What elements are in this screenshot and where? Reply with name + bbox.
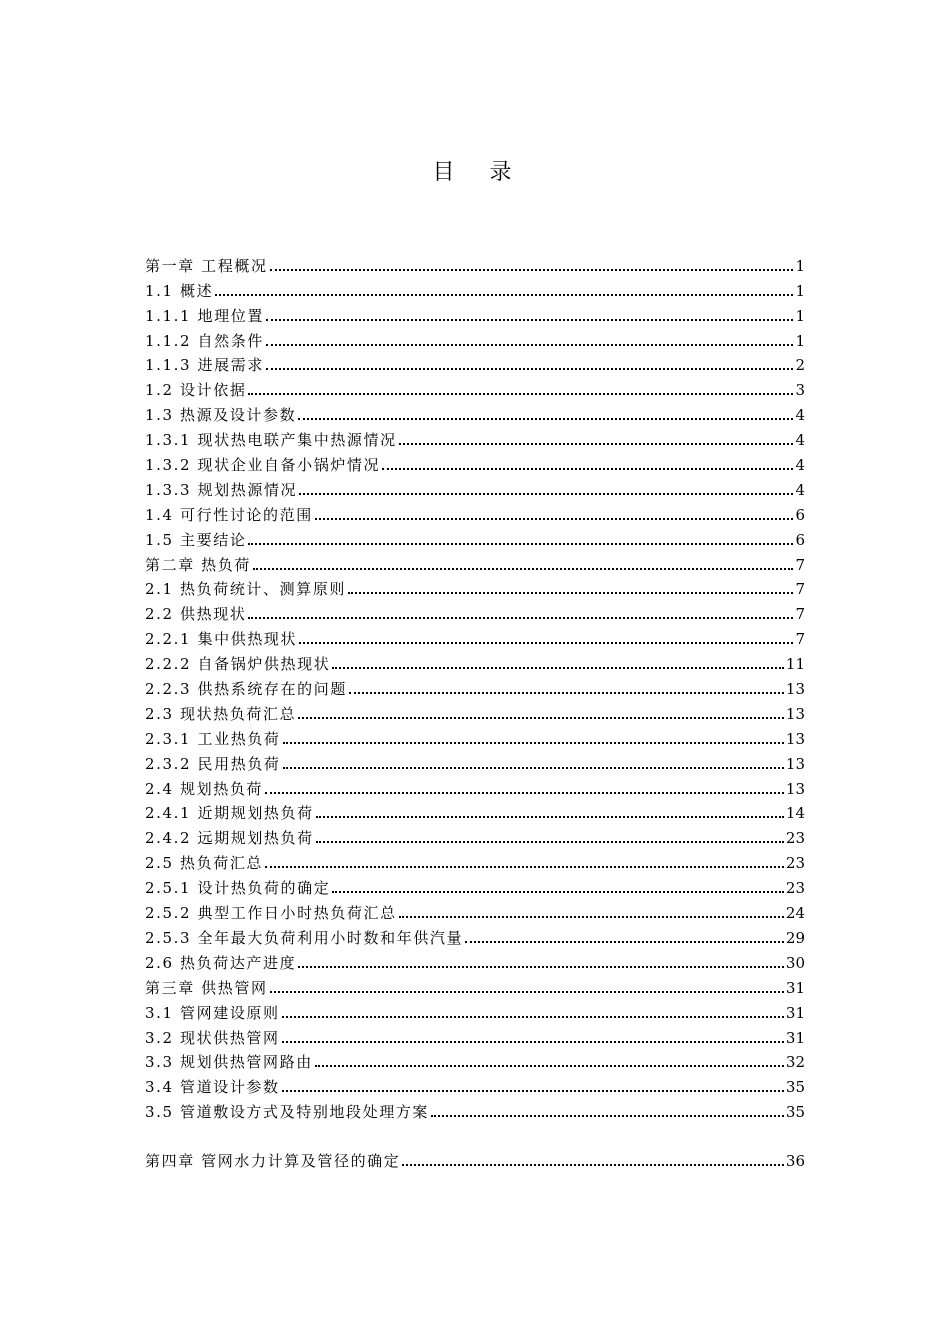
toc-entry-label: 2.6 热负荷达产进度 [145, 953, 297, 972]
toc-entry[interactable] [145, 301, 805, 326]
toc-entry[interactable] [145, 873, 805, 898]
toc-entry[interactable] [145, 326, 805, 351]
toc-entry-page: 7 [795, 630, 805, 649]
toc-entry-page: 7 [795, 580, 805, 599]
toc-entry-page: 4 [795, 431, 805, 450]
toc-leader [316, 816, 784, 818]
toc-entry-label: 1.1.3 进展需求 [145, 356, 264, 375]
toc-entry[interactable] [145, 1023, 805, 1048]
toc-entry[interactable] [145, 749, 805, 774]
toc-leader [349, 692, 784, 694]
toc-leader [266, 344, 794, 346]
toc-entry-label: 第二章 热负荷 [145, 555, 251, 574]
toc-entry-page: 24 [785, 904, 805, 923]
toc-entry-label: 2.5 热负荷汇总 [145, 854, 264, 873]
toc-leader [265, 866, 784, 868]
toc-entry-label: 2.2 供热现状 [145, 605, 247, 624]
toc-entry-label: 2.4 规划热负荷 [145, 779, 264, 798]
toc-entry-label: 2.3.2 民用热负荷 [145, 754, 281, 773]
toc-entry-page: 13 [785, 680, 805, 699]
toc-entry-page: 1 [795, 306, 805, 325]
toc-entry[interactable] [145, 375, 805, 400]
toc-entry-page: 31 [785, 1003, 805, 1022]
toc-leader [431, 1115, 784, 1117]
toc-entry[interactable] [145, 550, 805, 575]
toc-entry[interactable] [145, 674, 805, 699]
toc-entry-page: 31 [785, 1028, 805, 1047]
toc-list [145, 251, 805, 1171]
toc-entry-label: 第四章 管网水力计算及管径的确定 [145, 1152, 401, 1171]
toc-entry-label: 1.2 设计依据 [145, 381, 247, 400]
toc-entry-page: 6 [795, 530, 805, 549]
toc-entry[interactable] [145, 923, 805, 948]
toc-leader [299, 642, 793, 644]
toc-entry[interactable] [145, 823, 805, 848]
toc-entry-page: 1 [795, 331, 805, 350]
toc-entry-label: 2.4.2 远期规划热负荷 [145, 829, 314, 848]
toc-entry[interactable] [145, 624, 805, 649]
toc-entry-label: 1.1.1 地理位置 [145, 306, 264, 325]
toc-leader [298, 418, 793, 420]
toc-entry[interactable] [145, 525, 805, 550]
toc-leader [465, 941, 784, 943]
toc-entry-label: 第三章 供热管网 [145, 978, 268, 997]
toc-leader [399, 443, 794, 445]
toc-leader [266, 319, 794, 321]
toc-entry[interactable] [145, 276, 805, 301]
toc-entry[interactable] [145, 1146, 805, 1171]
toc-leader [402, 1164, 784, 1166]
toc-entry[interactable] [145, 475, 805, 500]
toc-entry-label: 1.1 概述 [145, 281, 214, 300]
toc-leader [298, 717, 784, 719]
toc-leader [315, 518, 794, 520]
toc-entry[interactable] [145, 848, 805, 873]
toc-entry[interactable] [145, 973, 805, 998]
toc-entry[interactable] [145, 699, 805, 724]
toc-entry-page: 23 [785, 829, 805, 848]
toc-entry-page: 13 [785, 704, 805, 723]
toc-entry[interactable] [145, 351, 805, 376]
toc-leader [248, 543, 793, 545]
toc-entry-label: 1.3.1 现状热电联产集中热源情况 [145, 431, 397, 450]
toc-leader [282, 1016, 784, 1018]
toc-entry-page: 7 [795, 555, 805, 574]
toc-entry[interactable] [145, 948, 805, 973]
toc-entry-label: 2.2.2 自备锅炉供热现状 [145, 655, 331, 674]
toc-entry-label: 1.3 热源及设计参数 [145, 406, 297, 425]
toc-leader [283, 767, 784, 769]
toc-title: 目 录 [432, 160, 526, 185]
toc-leader [253, 568, 793, 570]
toc-leader [283, 742, 784, 744]
toc-entry-label: 2.5.1 设计热负荷的确定 [145, 879, 331, 898]
toc-entry-label: 1.3.2 现状企业自备小锅炉情况 [145, 456, 381, 475]
toc-entry-page: 23 [785, 879, 805, 898]
toc-leader [282, 1090, 784, 1092]
toc-entry-page: 4 [795, 456, 805, 475]
toc-entry-page: 14 [785, 804, 805, 823]
toc-entry-page: 4 [795, 480, 805, 499]
toc-entry[interactable] [145, 400, 805, 425]
toc-entry[interactable] [145, 799, 805, 824]
toc-entry-label: 1.3.3 规划热源情况 [145, 480, 298, 499]
toc-entry[interactable] [145, 575, 805, 600]
toc-entry-label: 1.4 可行性讨论的范围 [145, 505, 313, 524]
toc-entry[interactable] [145, 1048, 805, 1073]
toc-leader [270, 991, 784, 993]
toc-leader [382, 468, 793, 470]
toc-leader [348, 592, 793, 594]
toc-entry-page: 1 [795, 256, 805, 275]
toc-entry-label: 第一章 工程概况 [145, 256, 268, 275]
toc-entry-page: 2 [795, 356, 805, 375]
toc-leader [299, 493, 793, 495]
toc-entry-page: 32 [785, 1053, 805, 1072]
toc-entry-page: 4 [795, 406, 805, 425]
toc-entry-label: 2.3 现状热负荷汇总 [145, 704, 297, 723]
toc-leader [248, 393, 793, 395]
toc-entry[interactable] [145, 425, 805, 450]
toc-entry-page: 11 [785, 655, 805, 674]
toc-entry-page: 36 [785, 1152, 805, 1171]
toc-entry-label: 2.5.3 全年最大负荷利用小时数和年供汽量 [145, 928, 464, 947]
toc-entry-label: 2.5.2 典型工作日小时热负荷汇总 [145, 904, 397, 923]
toc-entry-label: 2.4.1 近期规划热负荷 [145, 804, 314, 823]
toc-entry[interactable] [145, 898, 805, 923]
toc-entry-page: 13 [785, 779, 805, 798]
toc-leader [298, 966, 784, 968]
toc-entry-label: 3.1 管网建设原则 [145, 1003, 280, 1022]
toc-entry-label: 3.2 现状供热管网 [145, 1028, 280, 1047]
toc-entry-label: 2.2.3 供热系统存在的问题 [145, 680, 347, 699]
toc-entry-page: 7 [795, 605, 805, 624]
toc-leader [316, 841, 784, 843]
toc-entry-page: 3 [795, 381, 805, 400]
toc-entry[interactable] [145, 774, 805, 799]
toc-leader [282, 1041, 784, 1043]
toc-entry[interactable] [145, 649, 805, 674]
toc-entry-page: 23 [785, 854, 805, 873]
toc-entry[interactable] [145, 724, 805, 749]
toc-entry-label: 1.5 主要结论 [145, 530, 247, 549]
toc-entry[interactable] [145, 251, 805, 276]
toc-entry-label: 2.1 热负荷统计、测算原则 [145, 580, 347, 599]
toc-leader [265, 792, 784, 794]
toc-entry[interactable] [145, 998, 805, 1023]
toc-entry-label: 3.4 管道设计参数 [145, 1078, 280, 1097]
toc-entry-label: 2.2.1 集中供热现状 [145, 630, 298, 649]
toc-entry-page: 30 [785, 953, 805, 972]
toc-entry-label: 3.5 管道敷设方式及特别地段处理方案 [145, 1103, 430, 1122]
toc-entry[interactable] [145, 1072, 805, 1097]
toc-entry-page: 29 [785, 928, 805, 947]
toc-leader [270, 269, 794, 271]
toc-leader [399, 916, 784, 918]
toc-entry[interactable] [145, 1097, 805, 1122]
toc-entry[interactable] [145, 500, 805, 525]
toc-entry-page: 31 [785, 978, 805, 997]
toc-entry-page: 1 [795, 281, 805, 300]
toc-leader [332, 891, 784, 893]
toc-leader [248, 617, 793, 619]
toc-entry-page: 35 [785, 1103, 805, 1122]
toc-entry-label: 2.3.1 工业热负荷 [145, 729, 281, 748]
toc-entry[interactable] [145, 599, 805, 624]
toc-entry-page: 13 [785, 729, 805, 748]
toc-entry[interactable] [145, 450, 805, 475]
toc-leader [332, 667, 784, 669]
toc-entry-label: 3.3 规划供热管网路由 [145, 1053, 313, 1072]
toc-leader [315, 1065, 784, 1067]
toc-leader [215, 294, 793, 296]
toc-entry-page: 35 [785, 1078, 805, 1097]
toc-entry-label: 1.1.2 自然条件 [145, 331, 264, 350]
toc-entry-page: 13 [785, 754, 805, 773]
toc-entry-page: 6 [795, 505, 805, 524]
toc-leader [266, 368, 794, 370]
